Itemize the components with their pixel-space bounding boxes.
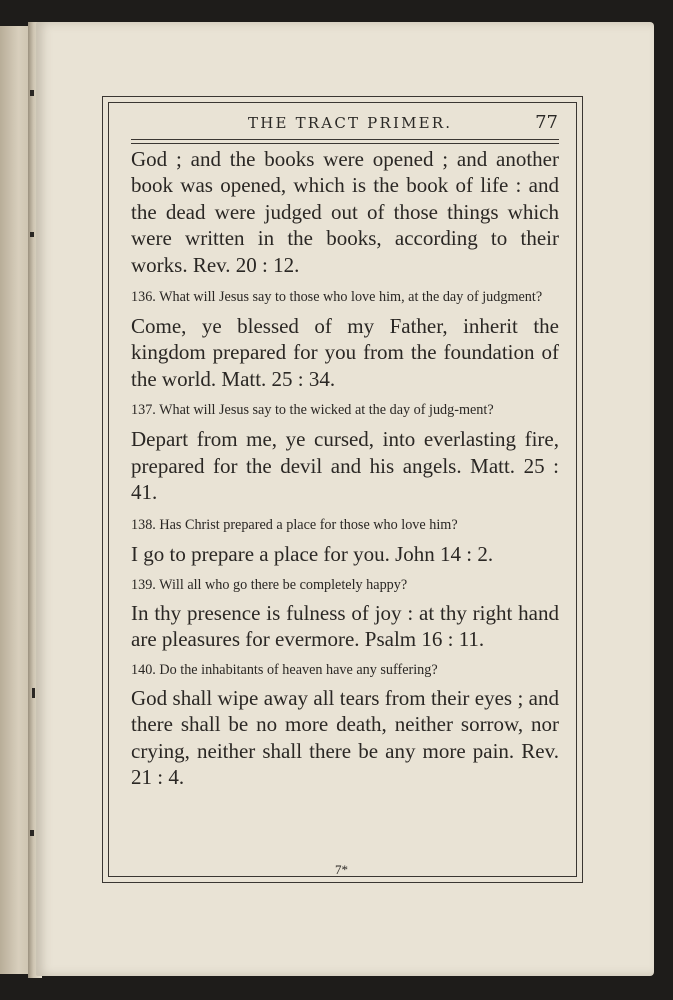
question-paragraph: 136. What will Jesus say to those who love him, at the day of judgment? xyxy=(131,289,543,306)
answer-paragraph: Depart from me, ye cursed, into everlasting fire, prepared for the devil and his angels. Matt. 25 : 41. xyxy=(131,427,559,505)
signature-mark: 7* xyxy=(335,862,348,877)
binding-mark xyxy=(32,688,35,698)
answer-paragraph: God ; and the books were opened ; and another book was opened, which is the book of life : and the dead were judged out of those things which were written in the books, according to their works. Rev. 20 : 12. xyxy=(131,147,559,277)
running-head xyxy=(130,112,560,138)
binding-mark xyxy=(30,90,34,96)
head-rule xyxy=(131,143,559,144)
head-rule xyxy=(131,139,559,140)
running-head-title: THE TRACT PRIMER. xyxy=(248,114,453,132)
binding-mark xyxy=(30,830,34,836)
question-paragraph: 138. Has Christ prepared a place for those who love him? xyxy=(131,517,458,534)
page-number: 77 xyxy=(535,112,558,133)
page-text xyxy=(131,146,559,790)
answer-paragraph: In thy presence is fulness of joy : at thy right hand are pleasures for evermore. Psalm 16 : 11. xyxy=(131,600,559,652)
answer-paragraph: God shall wipe away all tears from their eyes ; and there shall be no more death, neither sorrow, nor crying, neither shall there be any more pain. Rev. 21 : 4. xyxy=(131,685,559,789)
binding-mark xyxy=(30,232,34,237)
question-paragraph: 139. Will all who go there be completely happy? xyxy=(131,576,408,593)
answer-paragraph: I go to prepare a place for you. John 14 : 2. xyxy=(131,542,494,567)
answer-paragraph: Come, ye blessed of my Father, inherit the kingdom prepared for you from the foundation of the world. Matt. 25 : 34. xyxy=(131,314,559,391)
question-paragraph: 137. What will Jesus say to the wicked at the day of judg-ment? xyxy=(131,402,494,419)
question-paragraph: 140. Do the inhabitants of heaven have any suffering? xyxy=(131,661,438,678)
